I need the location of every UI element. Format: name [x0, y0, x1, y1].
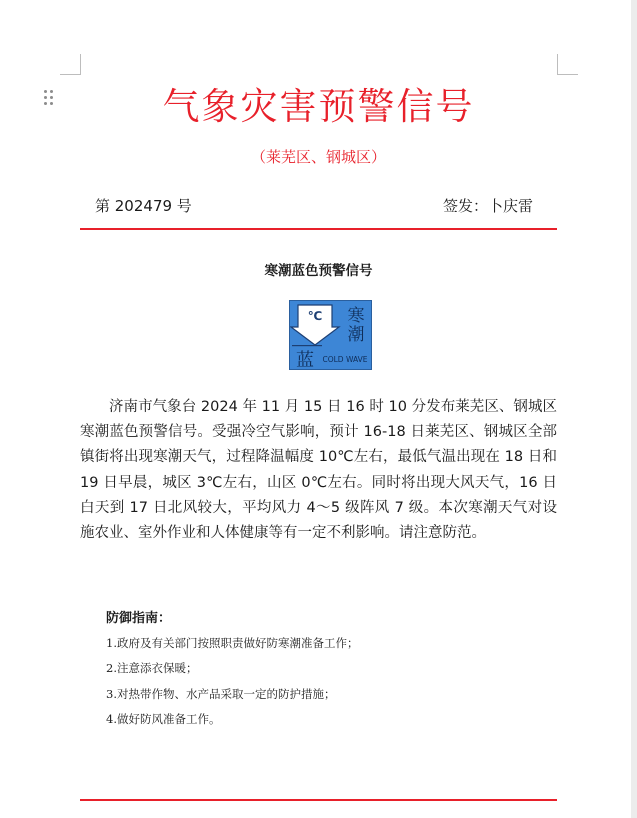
signal-title: 寒潮蓝色预警信号	[264, 263, 373, 279]
guide-item: 4.做好防风准备工作。	[106, 712, 221, 726]
warning-paragraph: 济南市气象台 2024 年 11 月 15 日 16 时 10 分发布莱芜区、钢城区寒潮蓝色预警信号。受强冷空气影响，预计 16-18 日莱芜区、钢城区全部镇街将出现寒潮天气，过程降温幅度 10℃左右，最低气温出现在 18 日和 19 日早晨，城区 3℃左右，山区 0℃左右。同时将出现大风天气，16 日白天到 17 日北风较大，平均风力 4～5 级阵风 7 级。本次寒潮天气对设施农业、室外作业和人体健康等有一定不利影响。请注意防范。	[80, 399, 557, 542]
degree-symbol: ℃	[307, 309, 323, 323]
signer: 签发：卜庆雷	[443, 197, 534, 215]
region-subtitle: （莱芜区、钢城区）	[250, 148, 386, 166]
guide-item: 2.注意添衣保暖；	[106, 661, 198, 675]
cold-wave-blue-badge	[289, 300, 372, 370]
guide-item: 1.政府及有关部门按照职责做好防寒潮准备工作；	[106, 636, 359, 650]
badge-label-chao: 潮	[347, 325, 365, 345]
footer-divider	[80, 799, 557, 801]
warning-body	[80, 395, 557, 546]
badge-label-han: 寒	[347, 306, 365, 326]
header-divider	[80, 228, 557, 230]
badge-english-label: COLD WAVE	[322, 355, 368, 364]
badge-level-char: 蓝	[296, 350, 314, 371]
document-number: 第 202479 号	[95, 197, 192, 215]
margin-corner-top-left	[60, 54, 81, 75]
guide-heading: 防御指南：	[106, 611, 172, 626]
margin-corner-top-right	[557, 54, 578, 75]
document-title: 气象灾害预警信号	[162, 85, 475, 128]
guide-item: 3.对热带作物、水产品采取一定的防护措施；	[106, 687, 336, 701]
